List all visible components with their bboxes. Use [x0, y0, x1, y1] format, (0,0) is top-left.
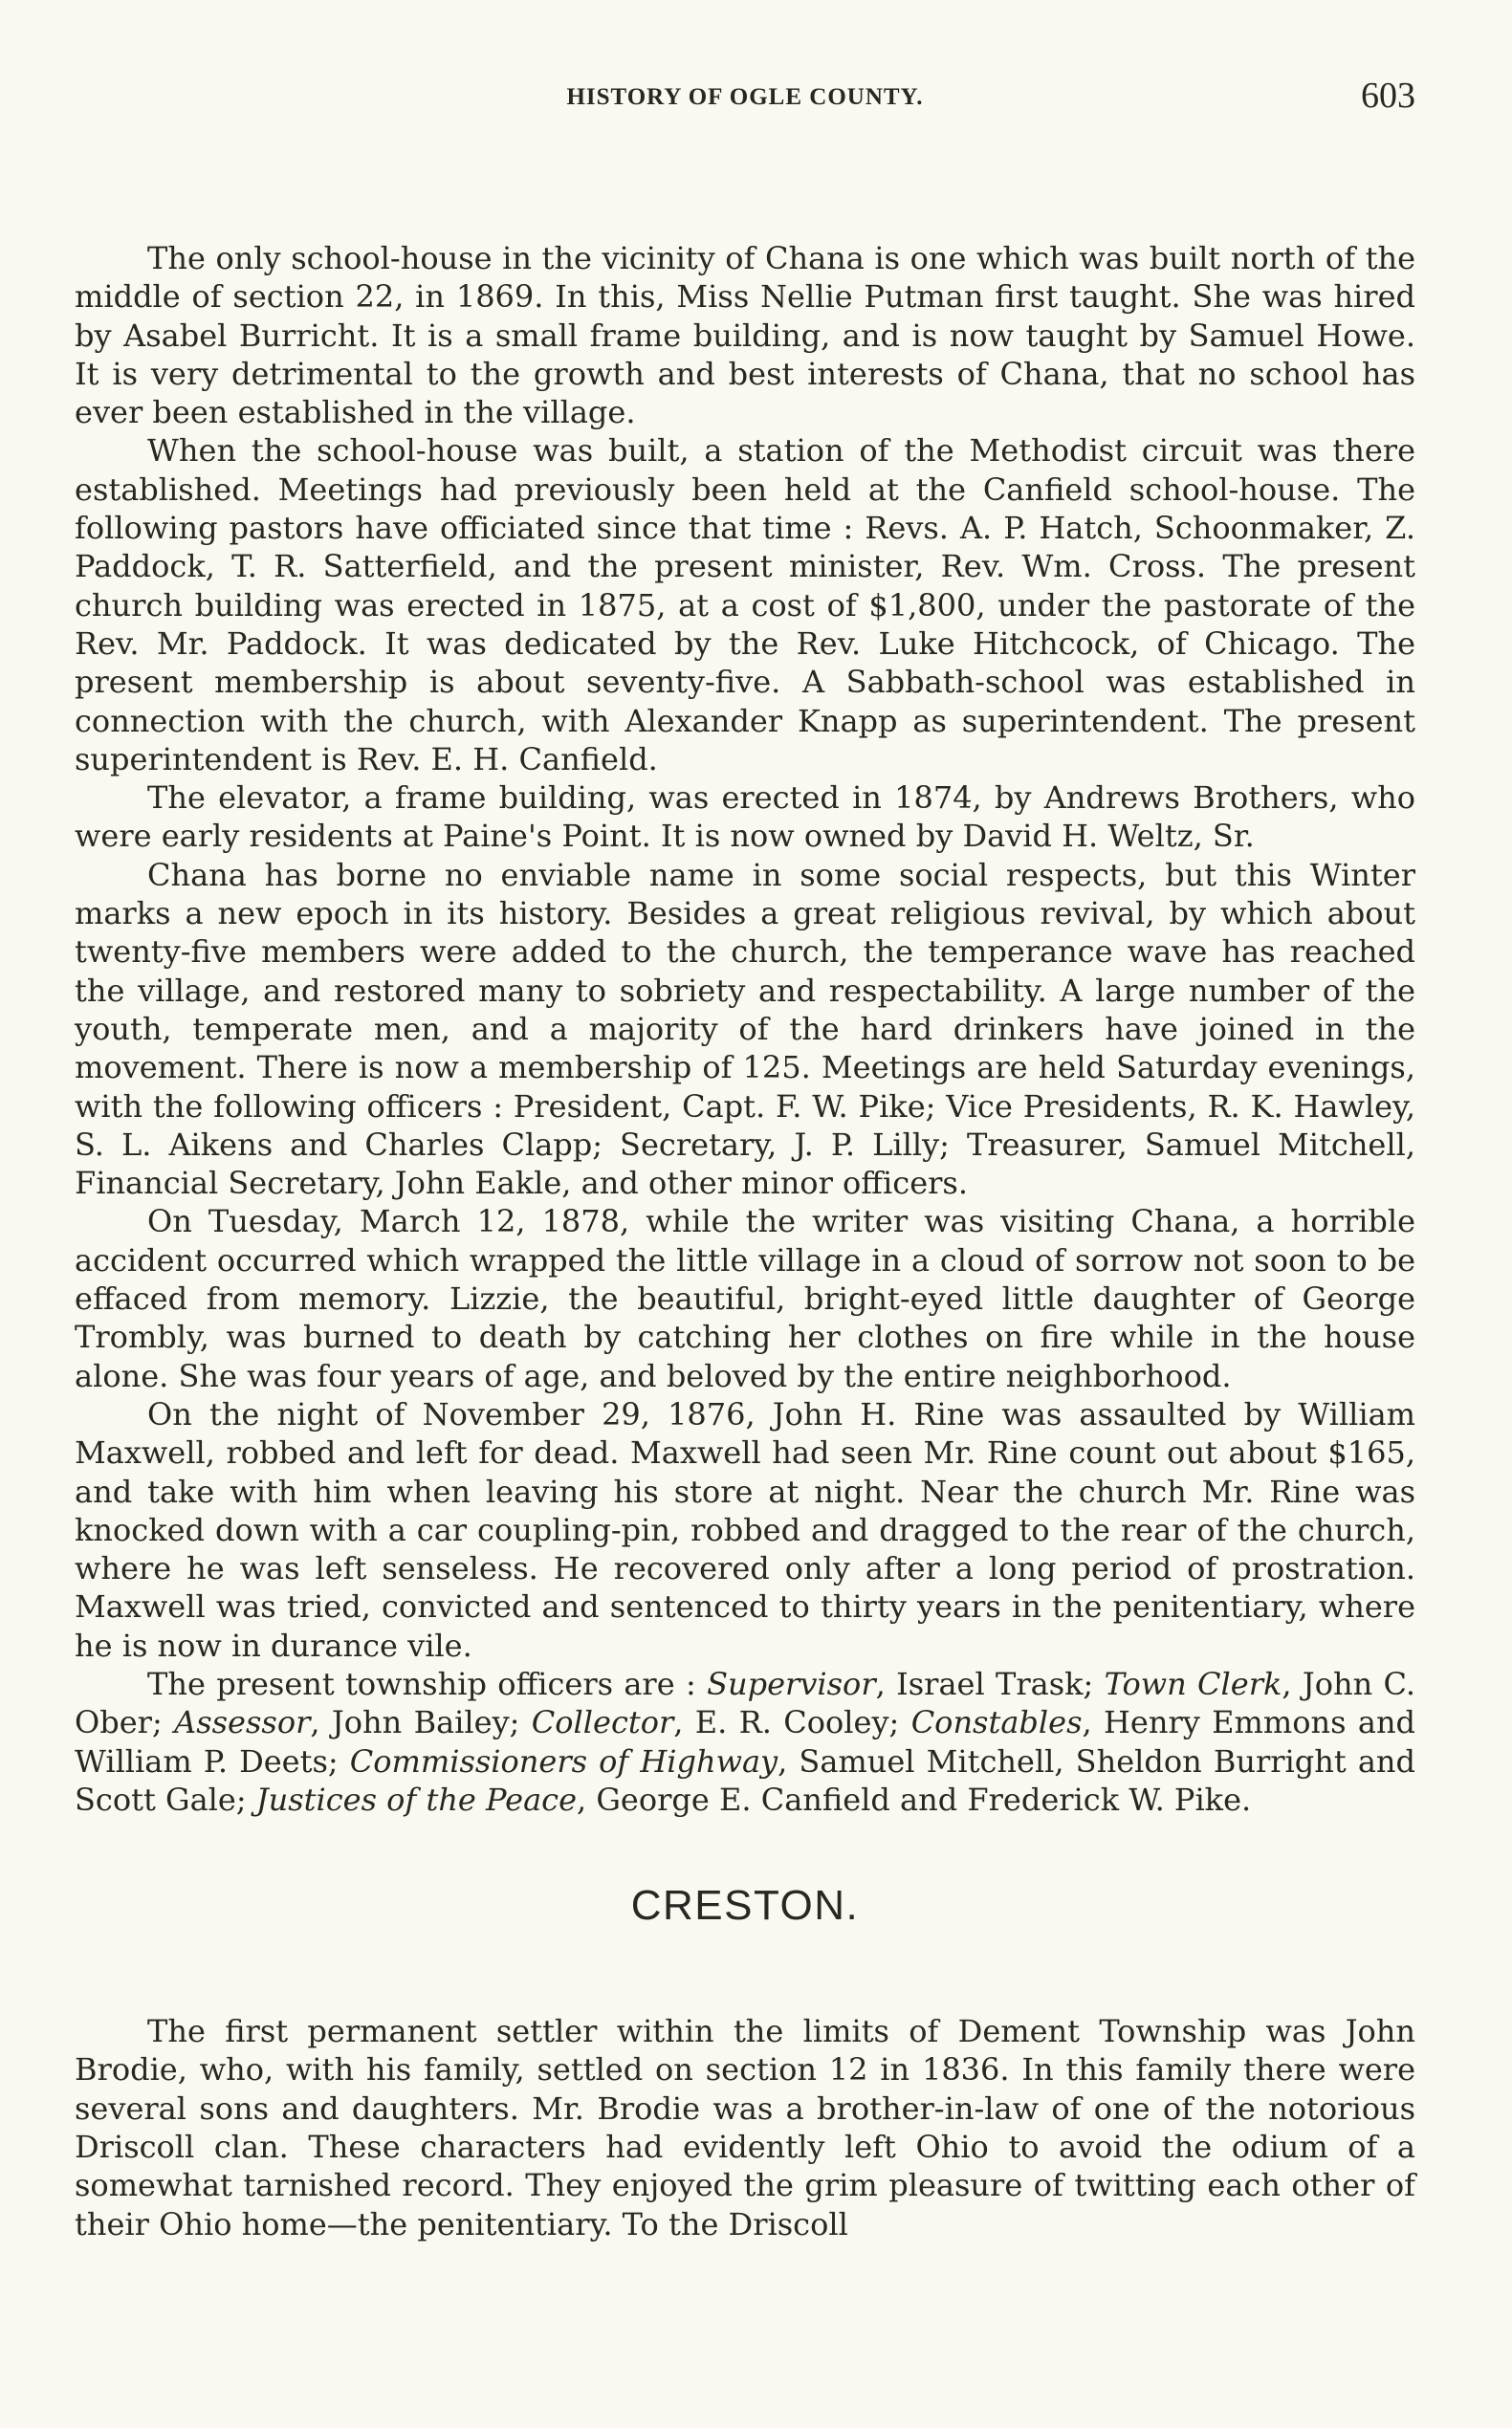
paragraph-elevator: The elevator, a frame building, was erected in 1874, by Andrews Brothers, who were early residents at Paine's Point. It is now owned by David H. Weltz, Sr.	[75, 779, 1415, 855]
section-heading-creston: CRESTON.	[630, 1882, 860, 1930]
officer-justices: , George E. Canfield and Frederick W. Pike.	[577, 1781, 1252, 1818]
officer-assessor: , John Bailey;	[310, 1704, 532, 1741]
paragraph-accident: On Tuesday, March 12, 1878, while the writer was visiting Chana, a horrible accident occurred which wrapped the little village in a cloud of sorrow not soon to be effaced from memory. Lizzie, the beautiful, bright-eyed little daughter of George Trombly, was burned to death by catching her clothes on fire while in the house alone. She was four years of age, and beloved by the entire neighborhood.	[75, 1203, 1415, 1394]
officer-title-collector: Collector	[531, 1704, 674, 1741]
paragraph-temperance: Chana has borne no enviable name in some social respects, but this Winter marks a new epoch in its history. Besides a great religious revival, by which about twenty-five members were added to the church, the temperance wave has reached the village, and restored many to sobriety and respectability. A large number of the youth, temperate men, and a majority of the hard drinkers have joined in the movement. There is now a membership of 125. Meetings are held Saturday evenings, with the following officers : President, Capt. F. W. Pike; Vice Presidents, R. K. Hawley, S. L. Aikens and Charles Clapp; Secretary, J. P. Lilly; Treasurer, Samuel Mitchell, Financial Secretary, John Eakle, and other minor officers.	[75, 856, 1415, 1202]
officers-intro: The present township officers are :	[147, 1665, 708, 1702]
officer-highway: , Samuel Mitchell, Sheldon Burright and Scott Gale;	[75, 1742, 1416, 1818]
officer-title-highway: Commissioners of Highway	[349, 1742, 778, 1780]
page-number: 603	[1361, 76, 1415, 116]
officer-title-clerk: Town Clerk	[1104, 1665, 1282, 1702]
running-title: HISTORY OF OGLE COUNTY.	[566, 84, 924, 110]
paragraph-creston-settler: The first permanent settler within the limits of Dement Township was John Brodie, who, with his family, settled on section 12 in 1836. In this family there were several sons and daughters. Mr. Brodie was a brother-in-law of one of the notorious Driscoll clan. These characters had evidently left Ohio to avoid the odium of a somewhat tarnished record. They enjoyed the grim pleasure of twitting each other of their Ohio home—the penitentiary. To the Driscoll	[75, 2013, 1415, 2242]
officer-collector: , E. R. Cooley;	[673, 1704, 911, 1741]
officer-title-supervisor: Supervisor	[707, 1665, 876, 1702]
officer-title-constables: Constables	[910, 1704, 1083, 1741]
officer-title-assessor: Assessor	[174, 1704, 311, 1741]
officer-clerk: , John C. Ober;	[75, 1665, 1416, 1741]
paragraph-methodist-church: When the school-house was built, a station of the Methodist circuit was there established. Meetings had previously been held at the Canfield school-house. The following pastors have officiated since that time : Revs. A. P. Hatch, Schoonmaker, Z. Paddock, T. R. Satterfield, and the present minister, Rev. Wm. Cross. The present church building was erected in 1875, at a cost of $1,800, under the pastorate of the Rev. Mr. Paddock. It was dedicated by the Rev. Luke Hitchcock, of Chicago. The present membership is about seventy-five. A Sabbath-school was established in connection with the church, with Alexander Knapp as superintendent. The present superintendent is Rev. E. H. Canfield.	[75, 432, 1415, 777]
officer-constables: , Henry Emmons and William P. Deets;	[75, 1704, 1416, 1780]
officer-supervisor: , Israel Trask;	[875, 1665, 1105, 1702]
chana-section-text	[75, 239, 1415, 1819]
officer-title-justices: Justices of the Peace	[255, 1781, 577, 1818]
running-head	[75, 75, 1415, 132]
paragraph-school-house: The only school-house in the vicinity of Chana is one which was built north of the middle of section 22, in 1869. In this, Miss Nellie Putman first taught. She was hired by Asabel Burricht. It is a small frame building, and is now taught by Samuel Howe. It is very detrimental to the growth and best interests of Chana, that no school has ever been established in the village.	[75, 240, 1415, 431]
book-page	[75, 75, 1415, 2243]
paragraph-assault: On the night of November 29, 1876, John H. Rine was assaulted by William Maxwell, robbed and left for dead. Maxwell had seen Mr. Rine count out about $165, and take with him when leaving his store at night. Near the church Mr. Rine was knocked down with a car coupling-pin, robbed and dragged to the rear of the church, where he was left senseless. He recovered only after a long period of prostration. Maxwell was tried, convicted and sentenced to thirty years in the penitentiary, where he is now in durance vile.	[75, 1395, 1415, 1664]
creston-section-text	[75, 2012, 1415, 2243]
paragraph-township-officers	[75, 1665, 1415, 1819]
